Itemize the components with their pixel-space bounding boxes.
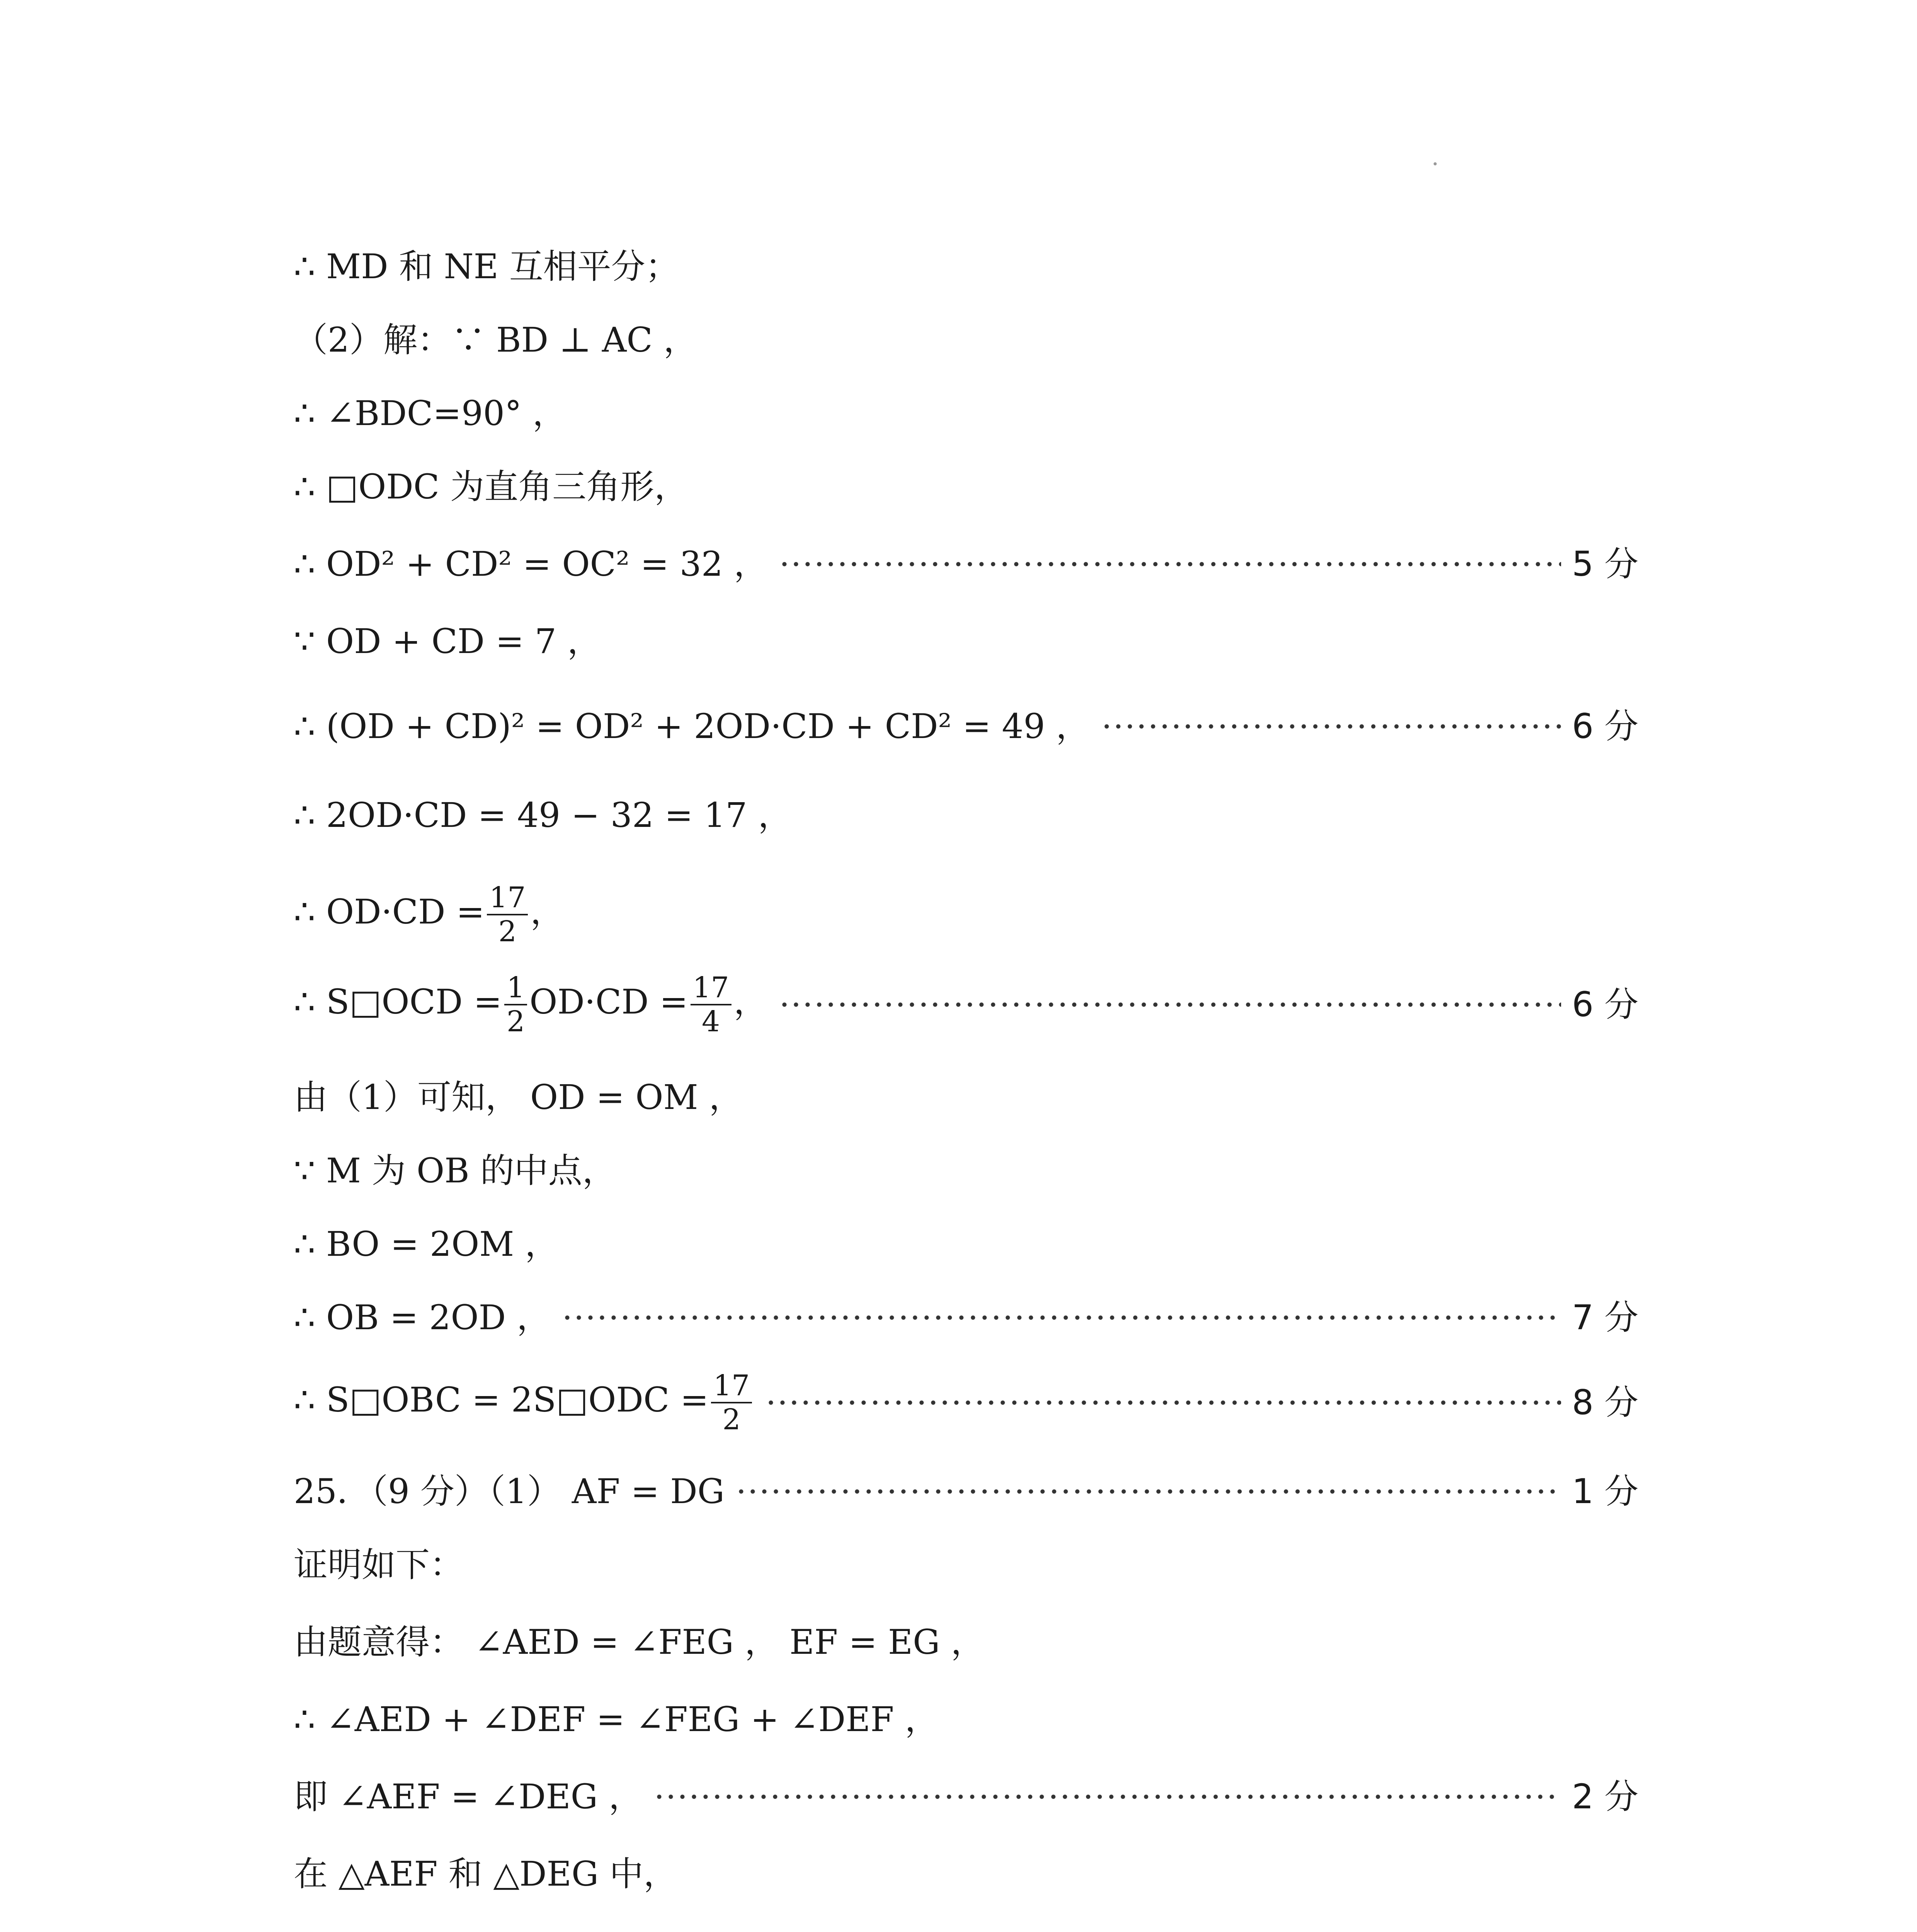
line-text: OD·CD = [529, 981, 688, 1022]
line-text: 证明如下： [294, 1545, 464, 1585]
line-text: ∴ OD² + CD² = OC² = 32 ， [294, 544, 768, 584]
score-label: 2 分 [1572, 1777, 1638, 1816]
line-text: （2）解：∵ BD ⊥ AC ， [294, 320, 697, 360]
denominator: 2 [498, 915, 517, 949]
denominator: 4 [702, 1005, 720, 1038]
score-label: 5 分 [1572, 544, 1638, 584]
line-angle-bdc [294, 390, 1638, 437]
dot-leader [779, 1001, 1561, 1008]
line-text: ， [530, 892, 565, 932]
line-part2-given [294, 317, 1638, 363]
line-area-ocd [294, 966, 1638, 1043]
line-angle-sum [294, 1696, 1638, 1743]
line-text: ∴ (OD + CD)² = OD² + 2OD·CD + CD² = 49 ， [294, 706, 1090, 746]
score-label: 6 分 [1572, 706, 1638, 746]
line-given-angles [294, 1619, 1638, 1665]
line-text: ∴ S□OCD = [294, 981, 502, 1022]
fraction [711, 1369, 752, 1436]
line-text: ∴ BO = 2OM ， [294, 1224, 559, 1264]
numerator: 17 [711, 1369, 752, 1403]
line-ob-2od [294, 1294, 1638, 1341]
line-text: 在 △AEF 和 △DEG 中， [294, 1854, 678, 1894]
line-text: ∴ ∠BDC=90° ， [294, 393, 566, 433]
line-text: 由（1）可知， OD = OM ， [294, 1077, 743, 1117]
dot-leader [765, 1399, 1561, 1406]
line-text: 即 ∠AEF = ∠DEG ， [294, 1777, 643, 1816]
line-midpoint [294, 1148, 1638, 1194]
dot-leader [1101, 723, 1561, 730]
score-label: 7 分 [1572, 1298, 1638, 1337]
dot-leader [653, 1793, 1561, 1800]
area-expression [294, 971, 768, 1038]
denominator: 2 [722, 1403, 741, 1436]
line-sum-seven [294, 618, 1638, 665]
line-text: ∴ MD 和 NE 互相平分； [294, 247, 679, 286]
line-product-17 [294, 792, 1638, 838]
line-angle-aef-deg [294, 1774, 1638, 1820]
dot-leader [561, 1314, 1561, 1321]
line-text: ∵ M 为 OB 的中点， [294, 1151, 616, 1190]
line-od-om [294, 1074, 1638, 1121]
denominator: 2 [507, 1005, 525, 1038]
line-text: ∴ OB = 2OD ， [294, 1298, 551, 1337]
dot-leader [735, 1488, 1561, 1495]
numerator: 17 [691, 971, 731, 1005]
line-text: ， [733, 981, 768, 1022]
score-label: 8 分 [1572, 1383, 1638, 1422]
page-mark-dot [1434, 162, 1437, 165]
line-text: ∴ 2OD·CD = 49 − 32 = 17 ， [294, 795, 792, 835]
line-q25-part1 [294, 1468, 1638, 1515]
line-text: ∴ □ODC 为直角三角形， [294, 467, 689, 507]
fraction [487, 881, 528, 948]
line-text: ∴ ∠AED + ∠DEF = ∠FEG + ∠DEF ， [294, 1699, 939, 1739]
line-square-expansion [294, 703, 1638, 750]
line-md-ne-bisect [294, 243, 1638, 290]
area-expression [294, 1369, 754, 1436]
line-proof-heading [294, 1542, 1638, 1588]
line-bo-2om [294, 1221, 1638, 1267]
line-text: ∵ OD + CD = 7 ， [294, 621, 601, 661]
score-label: 6 分 [1572, 985, 1638, 1024]
numerator: 1 [504, 971, 527, 1005]
line-text: ∴ S□OBC = 2S□ODC = [294, 1379, 709, 1420]
numerator: 17 [487, 881, 528, 915]
line-right-triangle [294, 464, 1638, 510]
line-area-obc [294, 1364, 1638, 1441]
fraction-result [691, 971, 731, 1038]
line-text: 25．（9 分）（1） AF = DG [294, 1471, 725, 1511]
line-pythagoras [294, 541, 1638, 587]
line-text: ∴ OD·CD = [294, 892, 485, 932]
line-product-fraction [294, 873, 1638, 951]
line-text: 由题意得： ∠AED = ∠FEG ， EF = EG ， [294, 1622, 985, 1662]
fraction-half [504, 971, 527, 1038]
score-label: 1 分 [1572, 1471, 1638, 1511]
line-in-triangles [294, 1851, 1638, 1897]
dot-leader [779, 561, 1561, 568]
